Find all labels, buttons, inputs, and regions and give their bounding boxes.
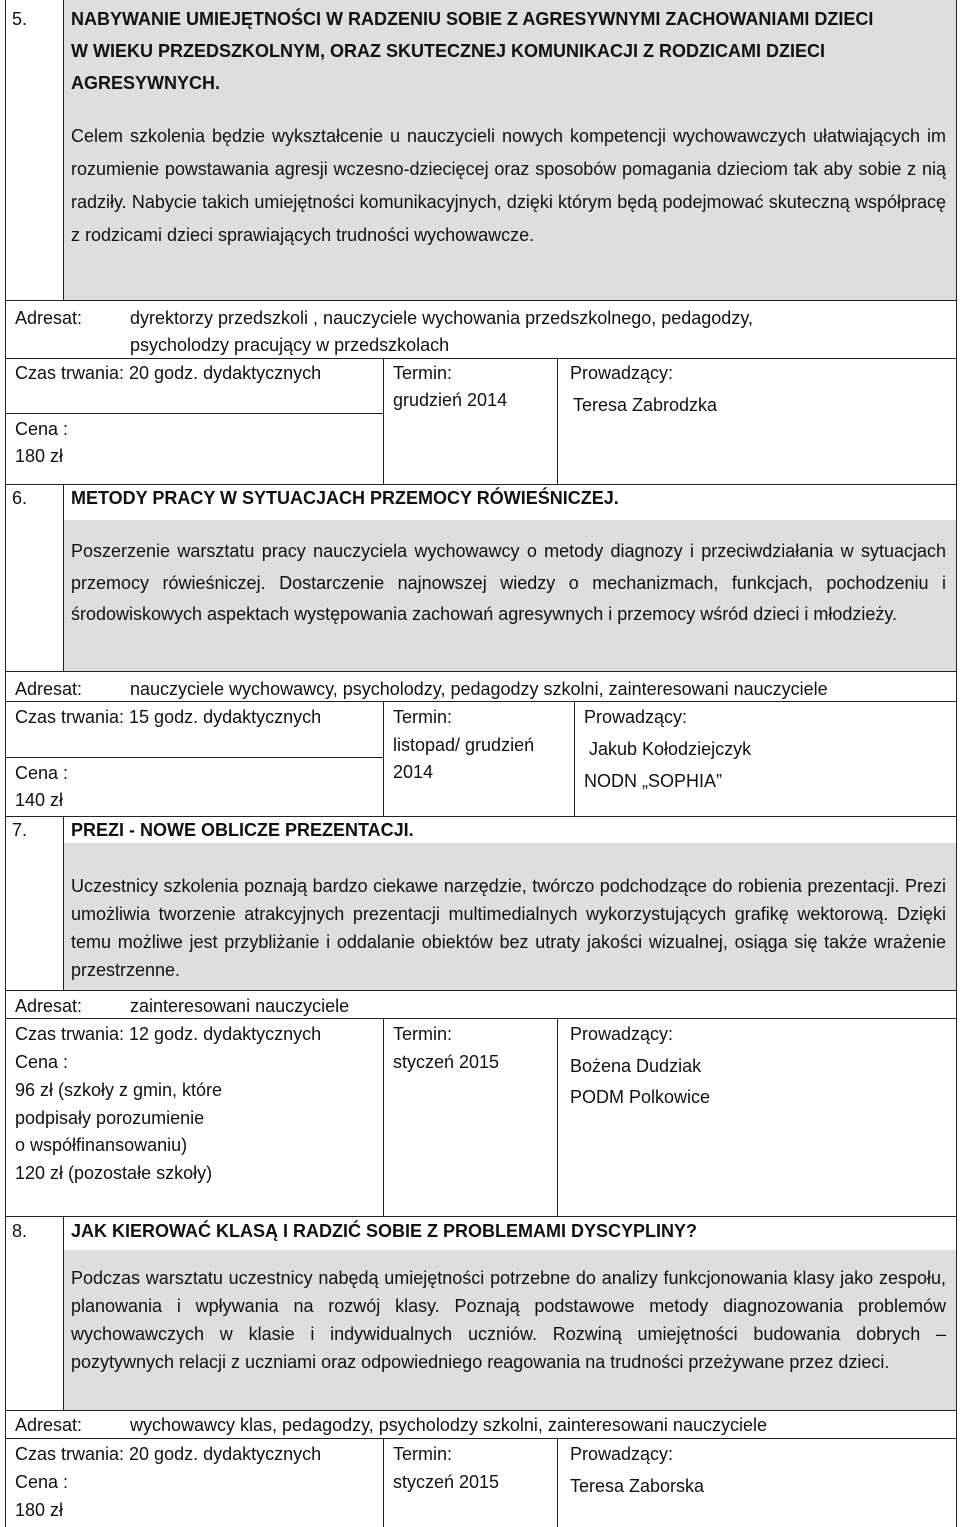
cena-label: Cena : bbox=[15, 1052, 69, 1072]
cell-divider bbox=[557, 1018, 558, 1216]
course-title-line: AGRESYWNYCH. bbox=[71, 73, 221, 93]
number-column-divider bbox=[63, 1216, 64, 1410]
course-description bbox=[71, 872, 946, 984]
cell-divider bbox=[557, 1438, 558, 1527]
cena-value: 180 zł bbox=[15, 1500, 64, 1520]
cena-label: Cena : bbox=[15, 763, 69, 783]
cena-value: 180 zł bbox=[15, 446, 64, 466]
course-description-text: Uczestnicy szkolenia poznają bardzo ciekawe narzędzie, twórczo podchodzące do robienia prezentacji. Prezi umożliwia tworzenie atrakcyjnych prezentacji multimedialnych wykorzystujących grafikę wektorową. Dzięki temu możliwe jest przybliżanie i oddalanie obiektów bez utraty jakości wizualnej, osiąga się także wrażenie przestrzenne. bbox=[71, 876, 946, 980]
number-column-divider bbox=[63, 0, 64, 300]
row-divider bbox=[5, 816, 956, 817]
adresat-value: wychowawcy klas, pedagodzy, psycholodzy szkolni, zainteresowani nauczyciele bbox=[130, 1415, 767, 1435]
course-description bbox=[71, 536, 946, 631]
row-divider bbox=[5, 701, 956, 702]
cell-divider bbox=[557, 358, 558, 484]
row-divider bbox=[5, 1018, 956, 1019]
course-title-line: METODY PRACY W SYTUACJACH PRZEMOCY RÓWIEŚNICZEJ. bbox=[71, 488, 619, 508]
cena-value: 140 zł bbox=[15, 790, 64, 810]
course-number: 6. bbox=[12, 488, 28, 508]
czas-trwania: Czas trwania: 12 godz. dydaktycznych bbox=[15, 1024, 322, 1044]
row-divider bbox=[5, 484, 956, 485]
adresat-label: Adresat: bbox=[15, 308, 83, 328]
termin-value: listopad/ grudzień bbox=[393, 735, 535, 755]
termin-label: Termin: bbox=[393, 1444, 453, 1464]
row-divider bbox=[5, 1410, 956, 1411]
cell-divider bbox=[574, 701, 575, 816]
prowadzacy-value: PODM Polkowice bbox=[570, 1087, 711, 1107]
prowadzacy-value: Teresa Zabrodzka bbox=[573, 395, 718, 415]
row-divider bbox=[5, 757, 383, 758]
row-divider bbox=[5, 358, 956, 359]
course-description-text: Podczas warsztatu uczestnicy nabędą umiejętności potrzebne do analizy funkcjonowania klasy jako zespołu, planowania i wpływania na rozwój klasy. Poznają podstawowe metody diagnozowania problemów wychowawczych w klasie i indywidualnych uczniów. Rozwiną umiejętności budowania dobrych – pozytywnych relacji z uczniami oraz odpowiedniego reagowania na trudności przeżywane przez dzieci. bbox=[71, 1268, 946, 1372]
course-number: 8. bbox=[12, 1221, 28, 1241]
czas-trwania: Czas trwania: 15 godz. dydaktycznych bbox=[15, 707, 322, 727]
cell-divider bbox=[383, 1018, 384, 1216]
prowadzacy-label: Prowadzący: bbox=[570, 1024, 674, 1044]
course-description bbox=[71, 120, 946, 252]
adresat-value: nauczyciele wychowawcy, psycholodzy, pedagodzy szkolni, zainteresowani nauczyciele bbox=[130, 679, 828, 699]
cena-value: podpisały porozumienie bbox=[15, 1108, 205, 1128]
prowadzacy-value: Bożena Dudziak bbox=[570, 1056, 702, 1076]
prowadzacy-label: Prowadzący: bbox=[570, 363, 674, 383]
course-title-line: NABYWANIE UMIEJĘTNOŚCI W RADZENIU SOBIE Z AGRESYWNYMI ZACHOWANIAMI DZIECI bbox=[71, 9, 874, 29]
prowadzacy-value: Teresa Zaborska bbox=[570, 1476, 705, 1496]
prowadzacy-value: NODN „SOPHIA” bbox=[584, 771, 723, 791]
course-number: 5. bbox=[12, 9, 28, 29]
adresat-label: Adresat: bbox=[15, 996, 83, 1016]
termin-label: Termin: bbox=[393, 1024, 453, 1044]
number-column-divider bbox=[63, 484, 64, 671]
adresat-label: Adresat: bbox=[15, 679, 83, 699]
adresat-value: psycholodzy pracujący w przedszkolach bbox=[130, 335, 450, 355]
row-divider bbox=[5, 1438, 956, 1439]
prowadzacy-label: Prowadzący: bbox=[570, 1444, 674, 1464]
row-divider bbox=[5, 300, 956, 301]
course-title-line: PREZI - NOWE OBLICZE PREZENTACJI. bbox=[71, 820, 414, 840]
cena-label: Cena : bbox=[15, 1472, 69, 1492]
prowadzacy-label: Prowadzący: bbox=[584, 707, 688, 727]
course-number: 7. bbox=[12, 820, 28, 840]
cell-divider bbox=[383, 1438, 384, 1527]
number-column-divider bbox=[63, 816, 64, 990]
cena-value: 96 zł (szkoły z gmin, które bbox=[15, 1080, 223, 1100]
termin-label: Termin: bbox=[393, 707, 453, 727]
cena-value: o współfinansowaniu) bbox=[15, 1135, 188, 1155]
prowadzacy-value: Jakub Kołodziejczyk bbox=[589, 739, 752, 759]
table-border-left bbox=[5, 0, 6, 1527]
course-description-text: Celem szkolenia będzie wykształcenie u nauczycieli nowych kompetencji wychowawczych ułatwiających im rozumienie powstawania agresji wczesno-dziecięcej oraz sposobów pomagania dzieciom tak aby sobie z nią radziły. Nabycie takich umiejętności komunikacyjnych, dzięki którym będą podejmować skuteczną współpracę z rodzicami dzieci sprawiających trudności wychowawcze. bbox=[71, 126, 946, 245]
row-divider bbox=[5, 671, 956, 672]
adresat-label: Adresat: bbox=[15, 1415, 83, 1435]
table-border-right bbox=[956, 0, 957, 1527]
termin-value: grudzień 2014 bbox=[393, 390, 508, 410]
row-divider bbox=[5, 990, 956, 991]
course-description-text: Poszerzenie warsztatu pracy nauczyciela wychowawcy o metody diagnozy i przeciwdziałania w sytuacjach przemocy rówieśniczej. Dostarczenie najnowszej wiedzy o mechanizmach, funkcjach, pochodzeniu i środowiskowych aspektach występowania zachowań agresywnych i przemocy wśród dzieci i młodzieży. bbox=[71, 541, 946, 624]
termin-value: styczeń 2015 bbox=[393, 1052, 500, 1072]
termin-label: Termin: bbox=[393, 363, 453, 383]
course-title-line: JAK KIEROWAĆ KLASĄ I RADZIĆ SOBIE Z PROBLEMAMI DYSCYPLINY? bbox=[71, 1221, 698, 1241]
row-divider bbox=[5, 413, 383, 414]
cell-divider bbox=[383, 358, 384, 484]
cena-label: Cena : bbox=[15, 419, 69, 439]
course-description bbox=[71, 1264, 946, 1376]
course-title-line: W WIEKU PRZEDSZKOLNYM, ORAZ SKUTECZNEJ KOMUNIKACJI Z RODZICAMI DZIECI bbox=[71, 41, 825, 61]
termin-value: styczeń 2015 bbox=[393, 1472, 500, 1492]
czas-trwania: Czas trwania: 20 godz. dydaktycznych bbox=[15, 1444, 322, 1464]
cena-value: 120 zł (pozostałe szkoły) bbox=[15, 1163, 213, 1183]
adresat-value: zainteresowani nauczyciele bbox=[130, 996, 350, 1016]
termin-value: 2014 bbox=[393, 762, 434, 782]
czas-trwania: Czas trwania: 20 godz. dydaktycznych bbox=[15, 363, 322, 383]
adresat-value: dyrektorzy przedszkoli , nauczyciele wychowania przedszkolnego, pedagodzy, bbox=[130, 308, 753, 328]
cell-divider bbox=[383, 701, 384, 816]
row-divider bbox=[5, 1216, 956, 1217]
